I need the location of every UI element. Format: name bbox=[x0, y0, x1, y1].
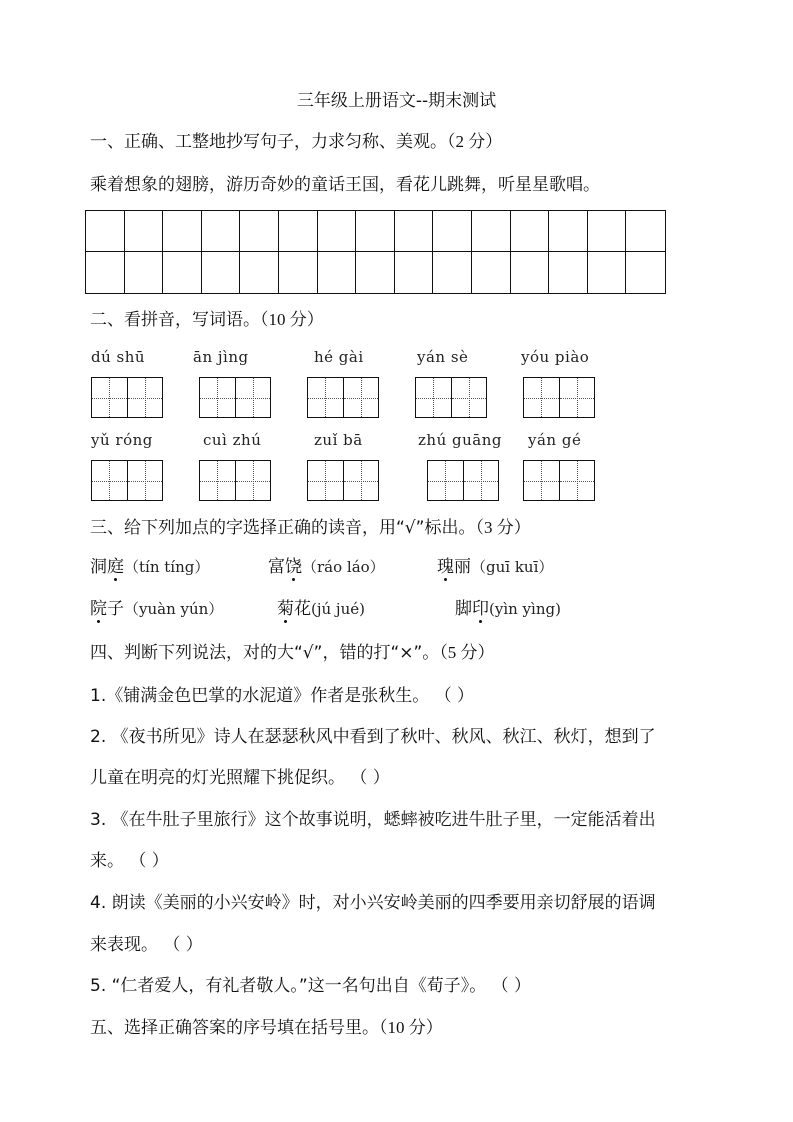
grid-cell[interactable] bbox=[588, 252, 627, 293]
grid-cell[interactable] bbox=[395, 211, 434, 252]
pronunciation-options[interactable]: (jú jué) bbox=[311, 600, 365, 618]
tianzi-answer-box[interactable] bbox=[307, 460, 379, 501]
pinyin-label: yóu piào bbox=[521, 348, 590, 366]
pronunciation-options[interactable]: （guī kuī） bbox=[471, 558, 554, 576]
grid-cell[interactable] bbox=[318, 252, 357, 293]
judgment-item-1: 1.《铺满金色巴掌的水泥道》作者是张秋生。 （ ） bbox=[90, 686, 475, 706]
grid-cell[interactable] bbox=[626, 252, 665, 293]
grid-cell[interactable] bbox=[511, 252, 550, 293]
judgment-item-4-cont: 来表现。 （ ） bbox=[90, 935, 203, 955]
grid-cell[interactable] bbox=[549, 252, 588, 293]
section1-heading: 一、正确、工整地抄写句子，力求匀称、美观。 bbox=[90, 132, 447, 152]
pinyin-label: hé gài bbox=[314, 348, 364, 366]
grid-cell[interactable] bbox=[549, 211, 588, 252]
section3-heading-line bbox=[90, 513, 531, 538]
section5-score: （10 分） bbox=[379, 1018, 443, 1037]
tianzi-answer-box[interactable] bbox=[307, 377, 379, 418]
dotted-char: 饶 bbox=[285, 552, 302, 577]
grid-cell[interactable] bbox=[472, 252, 511, 293]
pronunciation-options[interactable]: (yìn yìng) bbox=[489, 600, 561, 618]
section1-heading-line bbox=[90, 127, 502, 152]
tianzi-answer-box[interactable] bbox=[91, 460, 163, 501]
pinyin-label: zuǐ bā bbox=[314, 431, 363, 449]
dotted-char: 院 bbox=[90, 594, 107, 619]
judgment-item-4: 4. 朗读《美丽的小兴安岭》时，对小兴安岭美丽的四季要用亲切舒展的语调 bbox=[90, 893, 656, 913]
reading-item: 瑰丽（guī kuī） bbox=[437, 552, 553, 577]
pronunciation-options[interactable]: （tín tíng） bbox=[124, 558, 210, 576]
grid-cell[interactable] bbox=[318, 211, 357, 252]
grid-cell[interactable] bbox=[433, 211, 472, 252]
reading-item: 洞庭（tín tíng） bbox=[90, 552, 209, 577]
tianzi-answer-box[interactable] bbox=[523, 460, 595, 501]
section1-sentence: 乘着想象的翅膀，游历奇妙的童话王国，看花儿跳舞，听星星歌唱。 bbox=[90, 175, 600, 195]
section2-score: （10 分） bbox=[260, 310, 324, 329]
reading-item: 院子（yuàn yún） bbox=[90, 594, 223, 619]
tianzi-answer-box[interactable] bbox=[91, 377, 163, 418]
section2-heading-line bbox=[90, 305, 324, 330]
dotted-char: 庭 bbox=[107, 552, 124, 577]
grid-cell[interactable] bbox=[202, 252, 241, 293]
grid-cell[interactable] bbox=[163, 252, 202, 293]
tianzi-answer-box[interactable] bbox=[199, 377, 271, 418]
grid-cell[interactable] bbox=[86, 252, 125, 293]
grid-cell[interactable] bbox=[356, 252, 395, 293]
section4-score: （5 分） bbox=[439, 643, 495, 662]
grid-cell[interactable] bbox=[279, 211, 318, 252]
grid-cell[interactable] bbox=[511, 211, 550, 252]
grid-cell[interactable] bbox=[125, 211, 164, 252]
grid-cell[interactable] bbox=[86, 211, 125, 252]
judgment-item-3: 3. 《在牛肚子里旅行》这个故事说明，蟋蟀被吃进牛肚子里，一定能活着出 bbox=[90, 810, 656, 830]
pinyin-label: dú shū bbox=[91, 348, 146, 366]
tianzi-answer-box[interactable] bbox=[199, 460, 271, 501]
pinyin-label: yán sè bbox=[417, 348, 469, 366]
grid-cell[interactable] bbox=[202, 211, 241, 252]
judgment-item-3-cont: 来。 （ ） bbox=[90, 851, 169, 871]
pinyin-label: zhú guāng bbox=[418, 431, 502, 449]
grid-cell[interactable] bbox=[240, 252, 279, 293]
section3-heading: 三、给下列加点的字选择正确的读音，用“√”标出。 bbox=[90, 518, 476, 538]
section4-heading-line bbox=[90, 638, 495, 663]
reading-item: 菊花(jú jué) bbox=[277, 594, 365, 619]
tianzi-answer-box[interactable] bbox=[523, 377, 595, 418]
dotted-char: 菊 bbox=[277, 594, 294, 619]
grid-cell[interactable] bbox=[395, 252, 434, 293]
tianzi-answer-box[interactable] bbox=[415, 377, 487, 418]
reading-item: 富饶（ráo láo） bbox=[268, 552, 385, 577]
grid-cell[interactable] bbox=[626, 211, 665, 252]
copy-writing-grid[interactable] bbox=[85, 210, 666, 294]
section1-score: （2 分） bbox=[447, 132, 503, 151]
pinyin-label: cuì zhú bbox=[203, 431, 262, 449]
pinyin-label: yǔ róng bbox=[91, 431, 153, 449]
grid-cell[interactable] bbox=[356, 211, 395, 252]
pinyin-label: yán gé bbox=[528, 431, 582, 449]
judgment-item-2-cont: 儿童在明亮的灯光照耀下挑促织。 （ ） bbox=[90, 768, 390, 788]
section5-heading: 五、选择正确答案的序号填在括号里。 bbox=[90, 1018, 379, 1038]
dotted-char: 瑰 bbox=[437, 552, 454, 577]
section4-heading: 四、判断下列说法，对的大“√”，错的打“×”。 bbox=[90, 643, 440, 663]
tianzi-answer-box[interactable] bbox=[427, 460, 499, 501]
pronunciation-options[interactable]: （yuàn yún） bbox=[124, 600, 224, 618]
pinyin-label: ān jìng bbox=[193, 348, 249, 366]
grid-cell[interactable] bbox=[472, 211, 511, 252]
section3-score: （3 分） bbox=[475, 518, 531, 537]
grid-cell[interactable] bbox=[125, 252, 164, 293]
section5-heading-line bbox=[90, 1013, 443, 1038]
pronunciation-options[interactable]: （ráo láo） bbox=[302, 558, 385, 576]
grid-cell[interactable] bbox=[279, 252, 318, 293]
section2-heading: 二、看拼音，写词语。 bbox=[90, 310, 260, 330]
reading-item: 脚印(yìn yìng) bbox=[455, 594, 561, 619]
page-title: 三年级上册语文--期末测试 bbox=[296, 91, 497, 111]
grid-cell[interactable] bbox=[433, 252, 472, 293]
grid-cell[interactable] bbox=[240, 211, 279, 252]
judgment-item-5: 5. “仁者爱人，有礼者敬人。”这一名句出自《荀子》。 （ ） bbox=[90, 976, 532, 996]
dotted-char: 印 bbox=[472, 594, 489, 619]
judgment-item-2: 2. 《夜书所见》诗人在瑟瑟秋风中看到了秋叶、秋风、秋江、秋灯，想到了 bbox=[90, 727, 656, 747]
grid-cell[interactable] bbox=[588, 211, 627, 252]
grid-cell[interactable] bbox=[163, 211, 202, 252]
